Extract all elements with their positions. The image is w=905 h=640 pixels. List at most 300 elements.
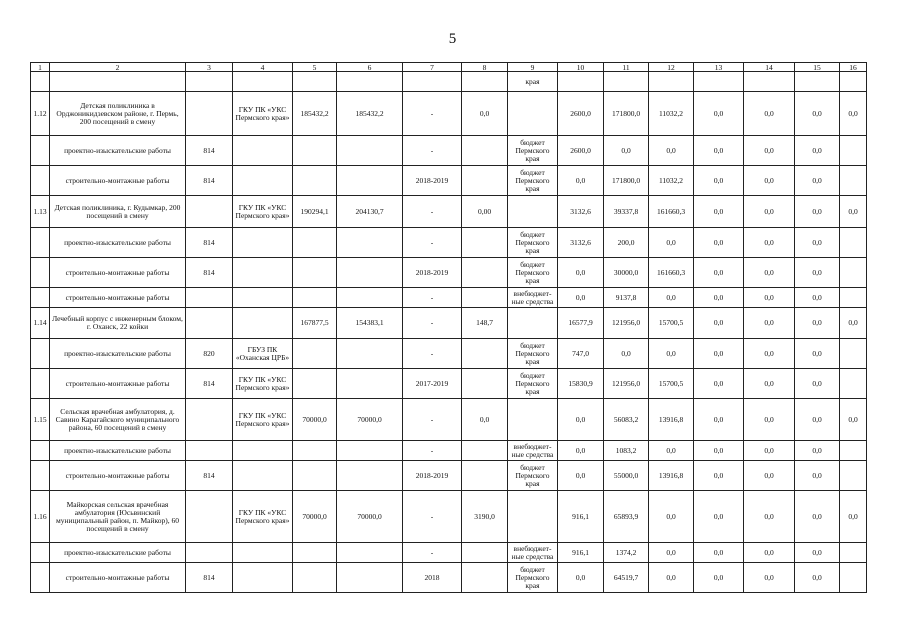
table-cell: 0,0	[744, 369, 795, 399]
table-cell	[462, 339, 508, 369]
row-number-cell	[31, 258, 50, 288]
table-cell: 0,0	[744, 491, 795, 543]
column-header: 3	[186, 63, 233, 72]
table-cell	[694, 72, 744, 92]
table-cell: 814	[186, 369, 233, 399]
row-number-cell	[31, 288, 50, 308]
row-number-cell: 1.12	[31, 92, 50, 136]
table-cell: 0,0	[558, 441, 604, 461]
table-cell	[293, 288, 337, 308]
column-header: 1	[31, 63, 50, 72]
table-cell	[840, 369, 867, 399]
table-row	[31, 258, 867, 288]
table-cell	[233, 308, 293, 339]
table-cell: 161660,3	[649, 258, 694, 288]
column-header: 5	[293, 63, 337, 72]
table-cell: 0,0	[840, 92, 867, 136]
table-cell: 56083,2	[604, 399, 649, 441]
table-cell: 0,0	[694, 196, 744, 228]
table-cell	[186, 308, 233, 339]
object-name-cell: проектно-изыскательские работы	[50, 543, 186, 563]
table-cell: 2018-2019	[403, 166, 462, 196]
table-cell	[840, 441, 867, 461]
row-number-cell	[31, 228, 50, 258]
table-cell: -	[403, 136, 462, 166]
table-cell: 0,0	[694, 441, 744, 461]
row-number-cell: 1.15	[31, 399, 50, 441]
table-cell: 0,0	[840, 308, 867, 339]
table-cell: бюджет Пермского края	[508, 166, 558, 196]
table-cell: 0,0	[795, 563, 840, 593]
table-cell	[840, 288, 867, 308]
table-cell: 0,0	[649, 491, 694, 543]
table-cell	[462, 543, 508, 563]
table-cell: 0,0	[649, 563, 694, 593]
table-row	[31, 72, 867, 92]
table-cell: 190294,1	[293, 196, 337, 228]
table-cell: 0,0	[744, 543, 795, 563]
table-cell: 0,0	[795, 461, 840, 491]
table-cell	[337, 369, 403, 399]
table-cell: 11032,2	[649, 92, 694, 136]
table-cell: -	[403, 308, 462, 339]
table-cell: 0,0	[744, 258, 795, 288]
table-cell: бюджет Пермского края	[508, 339, 558, 369]
table-cell: 0,0	[795, 288, 840, 308]
object-name-cell: строительно-монтажные работы	[50, 288, 186, 308]
table-cell	[293, 166, 337, 196]
table-cell	[186, 92, 233, 136]
table-cell: 15700,5	[649, 369, 694, 399]
table-cell: 0,00	[462, 196, 508, 228]
table-cell	[233, 563, 293, 593]
table-cell: -	[403, 491, 462, 543]
table-cell	[508, 92, 558, 136]
table-cell: 0,0	[795, 339, 840, 369]
table-cell: 0,0	[604, 136, 649, 166]
table-cell	[508, 308, 558, 339]
table-cell	[337, 72, 403, 92]
table-cell: 2600,0	[558, 136, 604, 166]
table-row	[31, 228, 867, 258]
column-header: 7	[403, 63, 462, 72]
row-number-cell	[31, 563, 50, 593]
table-cell: 0,0	[649, 228, 694, 258]
column-header: 12	[649, 63, 694, 72]
table-cell: 0,0	[558, 563, 604, 593]
table-cell	[840, 72, 867, 92]
table-cell: -	[403, 441, 462, 461]
table-cell: 2017-2019	[403, 369, 462, 399]
table-cell: 0,0	[558, 258, 604, 288]
table-cell	[186, 196, 233, 228]
table-cell	[840, 461, 867, 491]
table-cell: 2600,0	[558, 92, 604, 136]
table-cell: 0,0	[795, 258, 840, 288]
table-cell	[649, 72, 694, 92]
table-cell: 0,0	[694, 258, 744, 288]
table-cell	[186, 399, 233, 441]
table-cell	[508, 399, 558, 441]
table-cell	[795, 72, 840, 92]
table-cell	[293, 72, 337, 92]
table-cell	[840, 136, 867, 166]
table-cell	[462, 288, 508, 308]
table-row	[31, 369, 867, 399]
table-cell: ГБУЗ ПК «Оханская ЦРБ»	[233, 339, 293, 369]
table-cell: 0,0	[649, 543, 694, 563]
table-cell	[337, 228, 403, 258]
table-cell	[508, 196, 558, 228]
table-row	[31, 136, 867, 166]
table-cell: 0,0	[694, 92, 744, 136]
table-cell: 0,0	[840, 196, 867, 228]
table-cell: 64519,7	[604, 563, 649, 593]
table-cell: 70000,0	[293, 399, 337, 441]
table-cell: внебюджет- ные средства	[508, 543, 558, 563]
table-cell: 13916,8	[649, 399, 694, 441]
table-cell: 185432,2	[337, 92, 403, 136]
table-cell: 3132,6	[558, 228, 604, 258]
table-cell: -	[403, 543, 462, 563]
table-cell: 2018	[403, 563, 462, 593]
table-cell: бюджет Пермского края	[508, 461, 558, 491]
table-cell	[462, 461, 508, 491]
row-number-cell	[31, 441, 50, 461]
table-cell	[840, 543, 867, 563]
column-header: 14	[744, 63, 795, 72]
table-cell: 15830,9	[558, 369, 604, 399]
table-cell: 167877,5	[293, 308, 337, 339]
table-cell: 0,0	[795, 196, 840, 228]
object-name-cell: Детская поликлиника в Орджоникидзевском районе, г. Пермь, 200 посещений в смену	[50, 92, 186, 136]
budget-table	[30, 62, 867, 593]
table-cell: 0,0	[840, 491, 867, 543]
table-cell: 200,0	[604, 228, 649, 258]
table-cell	[558, 72, 604, 92]
table-cell	[337, 543, 403, 563]
table-cell	[337, 136, 403, 166]
table-cell: 0,0	[694, 308, 744, 339]
table-cell: 0,0	[744, 136, 795, 166]
table-cell: 814	[186, 136, 233, 166]
column-header: 15	[795, 63, 840, 72]
table-cell: 0,0	[795, 543, 840, 563]
object-name-cell: Лечебный корпус с инженерным блоком, г. Оханск, 22 койки	[50, 308, 186, 339]
table-cell	[462, 258, 508, 288]
table-row	[31, 196, 867, 228]
table-cell: внебюджет- ные средства	[508, 288, 558, 308]
object-name-cell: строительно-монтажные работы	[50, 166, 186, 196]
table-cell: 0,0	[840, 399, 867, 441]
object-name-cell: Майкорская сельская врачебная амбулатория (Юсьвинский муниципальный район, п. Майкор), 60 посещений в смену	[50, 491, 186, 543]
table-cell: 65893,9	[604, 491, 649, 543]
table-cell	[233, 136, 293, 166]
table-cell: 0,0	[558, 399, 604, 441]
table-cell: -	[403, 228, 462, 258]
table-cell	[186, 288, 233, 308]
table-cell	[233, 258, 293, 288]
column-header: 4	[233, 63, 293, 72]
table-cell: 0,0	[744, 288, 795, 308]
table-cell: 121956,0	[604, 308, 649, 339]
row-number-cell	[31, 136, 50, 166]
table-row	[31, 543, 867, 563]
table-cell: 0,0	[604, 339, 649, 369]
table-cell: 39337,8	[604, 196, 649, 228]
row-number-cell: 1.13	[31, 196, 50, 228]
table-cell: -	[403, 288, 462, 308]
table-cell	[293, 441, 337, 461]
table-cell: 0,0	[649, 288, 694, 308]
table-cell: 0,0	[649, 339, 694, 369]
table-cell: 916,1	[558, 543, 604, 563]
table-cell	[186, 441, 233, 461]
table-cell	[293, 461, 337, 491]
table-cell: -	[403, 196, 462, 228]
table-cell: 814	[186, 166, 233, 196]
table-cell: бюджет Пермского края	[508, 369, 558, 399]
table-cell: ГКУ ПК «УКС Пермского края»	[233, 491, 293, 543]
table-cell: 0,0	[558, 288, 604, 308]
object-name-cell: проектно-изыскательские работы	[50, 441, 186, 461]
table-cell	[337, 258, 403, 288]
table-cell: 55000,0	[604, 461, 649, 491]
object-name-cell: Сельская врачебная амбулатория, д. Савино Карагайского муниципального района, 60 посещений в смену	[50, 399, 186, 441]
table-cell: 0,0	[462, 399, 508, 441]
table-cell: 0,0	[744, 441, 795, 461]
table-cell	[337, 461, 403, 491]
table-cell: 171800,0	[604, 92, 649, 136]
table-cell: -	[403, 399, 462, 441]
table-cell: 820	[186, 339, 233, 369]
table-row	[31, 563, 867, 593]
table-cell: 0,0	[694, 339, 744, 369]
table-cell: 747,0	[558, 339, 604, 369]
table-cell	[233, 72, 293, 92]
table-cell	[186, 543, 233, 563]
row-number-cell	[31, 339, 50, 369]
table-cell	[462, 369, 508, 399]
table-cell: 0,0	[795, 399, 840, 441]
table-cell: 16577,9	[558, 308, 604, 339]
table-cell: бюджет Пермского края	[508, 136, 558, 166]
table-cell: 9137,8	[604, 288, 649, 308]
table-cell	[293, 136, 337, 166]
table-cell: 1374,2	[604, 543, 649, 563]
table-cell: 185432,2	[293, 92, 337, 136]
column-header: 6	[337, 63, 403, 72]
table-cell: 0,0	[795, 166, 840, 196]
table-cell: 0,0	[795, 92, 840, 136]
column-header: 2	[50, 63, 186, 72]
object-name-cell: строительно-монтажные работы	[50, 258, 186, 288]
table-cell: 0,0	[795, 308, 840, 339]
object-name-cell: строительно-монтажные работы	[50, 563, 186, 593]
table-cell: 0,0	[558, 461, 604, 491]
table-cell: бюджет Пермского края	[508, 228, 558, 258]
table-cell: 0,0	[694, 543, 744, 563]
table-cell: 0,0	[795, 228, 840, 258]
table-cell: 30000,0	[604, 258, 649, 288]
table-cell	[186, 72, 233, 92]
table-cell: ГКУ ПК «УКС Пермского края»	[233, 399, 293, 441]
table-cell: 814	[186, 258, 233, 288]
object-name-cell: строительно-монтажные работы	[50, 369, 186, 399]
header-row	[31, 63, 867, 72]
table-cell	[233, 166, 293, 196]
table-cell: 0,0	[795, 369, 840, 399]
table-row	[31, 441, 867, 461]
table-cell: 0,0	[694, 369, 744, 399]
column-header: 10	[558, 63, 604, 72]
object-name-cell: строительно-монтажные работы	[50, 461, 186, 491]
table-cell: 0,0	[462, 92, 508, 136]
row-number-cell	[31, 461, 50, 491]
table-cell: 148,7	[462, 308, 508, 339]
row-number-cell	[31, 166, 50, 196]
table-cell: 2018-2019	[403, 461, 462, 491]
table-cell: 121956,0	[604, 369, 649, 399]
table-cell: 70000,0	[337, 491, 403, 543]
table-cell	[744, 72, 795, 92]
table-cell: 2018-2019	[403, 258, 462, 288]
table-cell	[186, 491, 233, 543]
table-cell: 161660,3	[649, 196, 694, 228]
table-cell: 0,0	[694, 228, 744, 258]
table-cell: 916,1	[558, 491, 604, 543]
table-cell: 1083,2	[604, 441, 649, 461]
table-cell: 0,0	[649, 136, 694, 166]
table-cell: 0,0	[694, 136, 744, 166]
row-number-cell: 1.16	[31, 491, 50, 543]
table-cell: 814	[186, 461, 233, 491]
table-cell	[337, 166, 403, 196]
table-cell: внебюджет- ные средства	[508, 441, 558, 461]
table-cell: 814	[186, 563, 233, 593]
table-cell: 3132,6	[558, 196, 604, 228]
table-cell: 0,0	[795, 491, 840, 543]
table-row	[31, 399, 867, 441]
table-cell: 0,0	[694, 563, 744, 593]
object-name-cell: проектно-изыскательские работы	[50, 228, 186, 258]
row-number-cell	[31, 369, 50, 399]
table-cell	[233, 543, 293, 563]
table-cell	[462, 563, 508, 593]
table-cell	[840, 228, 867, 258]
row-number-cell: 1.14	[31, 308, 50, 339]
table-cell: 70000,0	[293, 491, 337, 543]
table-cell: ГКУ ПК «УКС Пермского края»	[233, 92, 293, 136]
table-cell	[233, 461, 293, 491]
table-cell	[337, 441, 403, 461]
column-header: 13	[694, 63, 744, 72]
table-cell	[293, 369, 337, 399]
table-cell: 0,0	[795, 136, 840, 166]
table-cell: 171800,0	[604, 166, 649, 196]
table-cell: 0,0	[744, 399, 795, 441]
table-cell: 0,0	[694, 166, 744, 196]
table-cell: 70000,0	[337, 399, 403, 441]
table-cell: 0,0	[744, 228, 795, 258]
table-cell	[293, 258, 337, 288]
object-name-cell: проектно-изыскательские работы	[50, 339, 186, 369]
table-cell: бюджет Пермского края	[508, 258, 558, 288]
column-header: 16	[840, 63, 867, 72]
table-cell	[462, 166, 508, 196]
table-cell	[233, 441, 293, 461]
object-name-cell	[50, 72, 186, 92]
table-cell	[462, 441, 508, 461]
column-header: 9	[508, 63, 558, 72]
table-cell: ГКУ ПК «УКС Пермского края»	[233, 369, 293, 399]
table-cell: 0,0	[558, 166, 604, 196]
table-cell: 0,0	[694, 491, 744, 543]
row-number-cell	[31, 72, 50, 92]
table-cell: ГКУ ПК «УКС Пермского края»	[233, 196, 293, 228]
table-cell: 0,0	[694, 461, 744, 491]
table-cell: 0,0	[694, 288, 744, 308]
table-cell: 13916,8	[649, 461, 694, 491]
table-cell: 0,0	[744, 339, 795, 369]
table-cell: -	[403, 92, 462, 136]
table-cell	[508, 491, 558, 543]
table-cell	[293, 543, 337, 563]
table-cell	[462, 72, 508, 92]
table-row	[31, 339, 867, 369]
table-cell	[293, 563, 337, 593]
table-cell	[462, 136, 508, 166]
column-header: 8	[462, 63, 508, 72]
table-row	[31, 308, 867, 339]
table-row	[31, 92, 867, 136]
table-cell: 0,0	[795, 441, 840, 461]
table-cell	[337, 339, 403, 369]
table-cell	[840, 258, 867, 288]
table-cell	[337, 288, 403, 308]
table-cell: 0,0	[744, 196, 795, 228]
table-cell	[604, 72, 649, 92]
table-cell: -	[403, 339, 462, 369]
table-cell: 11032,2	[649, 166, 694, 196]
table-cell: 0,0	[744, 92, 795, 136]
table-cell: бюджет Пермского края	[508, 563, 558, 593]
table-cell	[337, 563, 403, 593]
table-cell: 814	[186, 228, 233, 258]
page-number: 5	[448, 31, 457, 47]
table-cell: 154383,1	[337, 308, 403, 339]
table-cell	[293, 228, 337, 258]
table-cell	[293, 339, 337, 369]
object-name-cell: Детская поликлиника, г. Кудымкар, 200 посещений в смену	[50, 196, 186, 228]
table-cell: 3190,0	[462, 491, 508, 543]
table-cell: 0,0	[649, 441, 694, 461]
table-cell: 15700,5	[649, 308, 694, 339]
table-cell: 0,0	[744, 308, 795, 339]
column-header: 11	[604, 63, 649, 72]
table-row	[31, 491, 867, 543]
table-row	[31, 288, 867, 308]
table-row	[31, 166, 867, 196]
table-cell	[233, 288, 293, 308]
object-name-cell: проектно-изыскательские работы	[50, 136, 186, 166]
table-cell: 0,0	[694, 399, 744, 441]
table-cell	[840, 563, 867, 593]
table-cell: 0,0	[744, 166, 795, 196]
table-cell: 204130,7	[337, 196, 403, 228]
table-cell: 0,0	[744, 461, 795, 491]
table-cell	[840, 166, 867, 196]
